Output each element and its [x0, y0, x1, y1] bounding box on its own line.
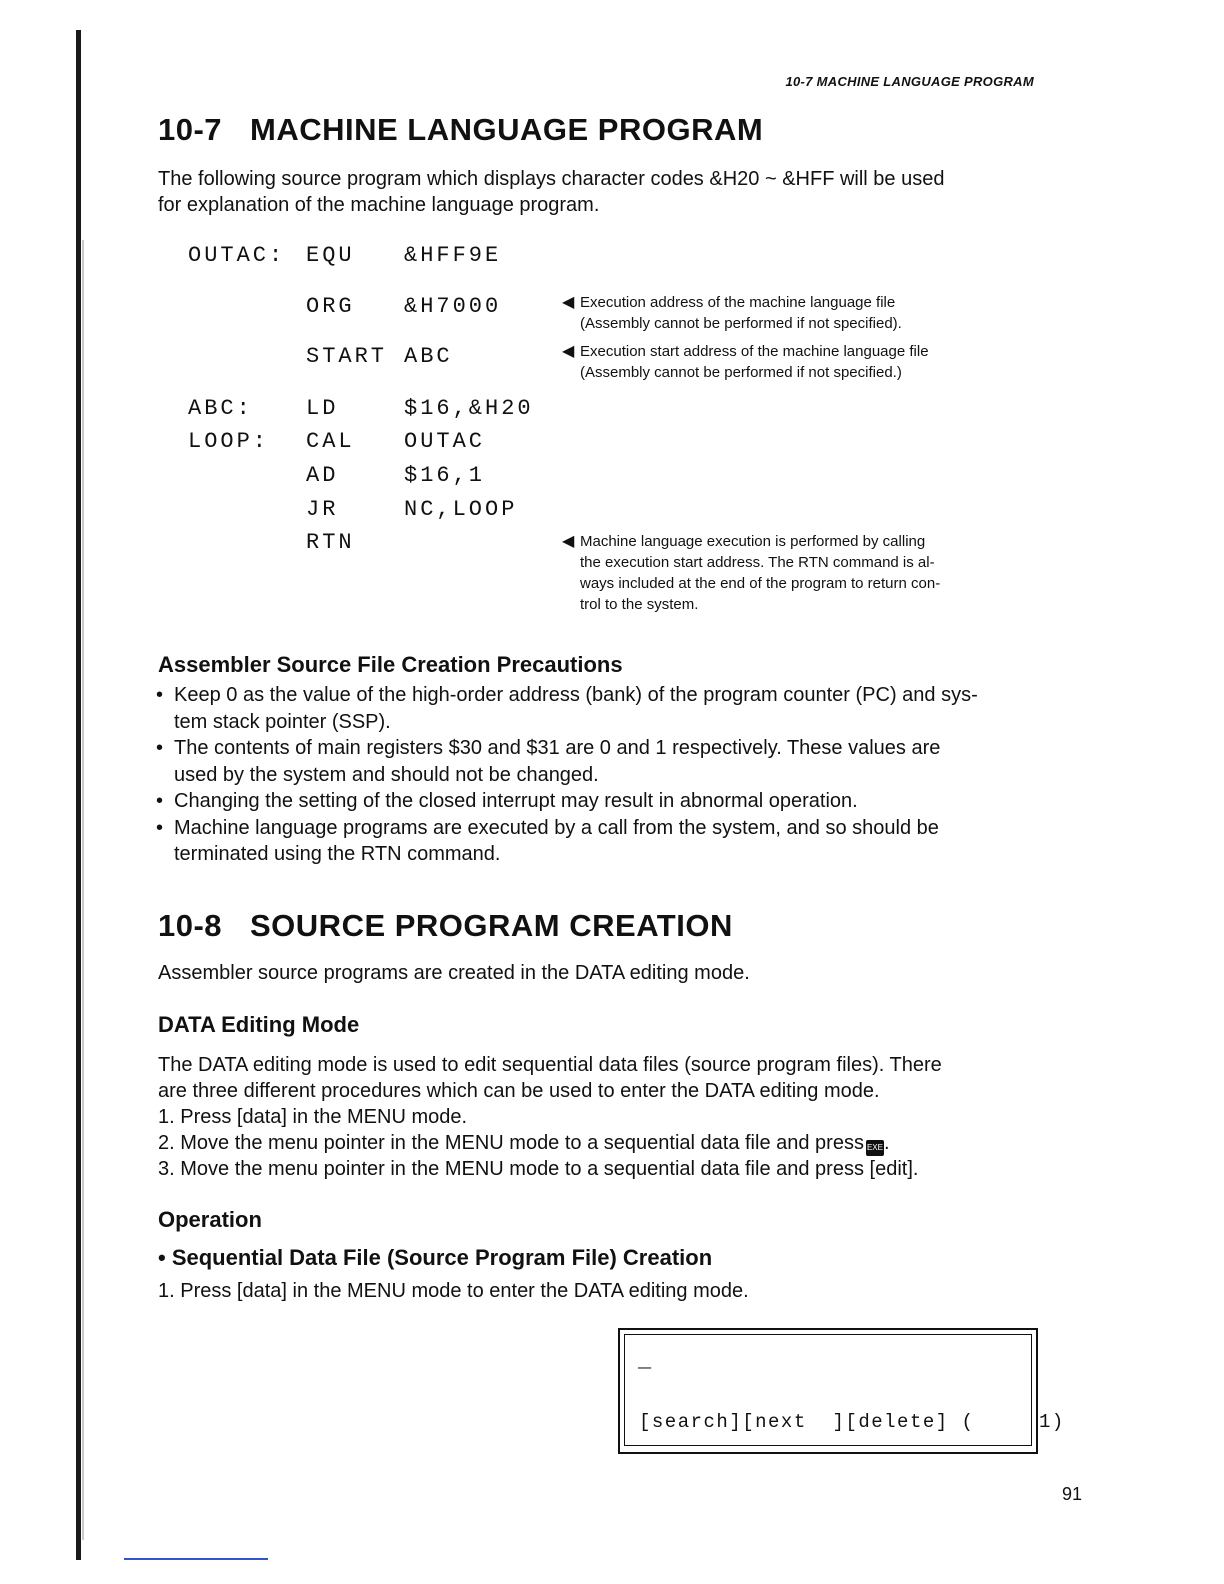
program-op: AD [306, 463, 339, 488]
program-arg: $16,&H20 [404, 396, 534, 421]
section-title: SOURCE PROGRAM CREATION [250, 908, 733, 943]
section-title: MACHINE LANGUAGE PROGRAM [250, 112, 764, 147]
note-start [562, 341, 929, 383]
section2-intro: Assembler source programs are created in the DATA editing mode. [158, 962, 750, 984]
program-label: LOOP: [188, 429, 270, 454]
data-editing-para-1: The DATA editing mode is used to edit sequential data files (source program files). There [158, 1054, 942, 1076]
step-item: 2. Move the menu pointer in the MENU mode to a sequential data file and press EXE. [158, 1132, 890, 1154]
section-number: 10-8 [158, 908, 223, 943]
data-editing-heading: DATA Editing Mode [158, 1012, 360, 1037]
left-arrow-icon: ◀ [562, 343, 575, 360]
section-heading-10-8 [158, 908, 733, 944]
program-arg: NC,LOOP [404, 497, 518, 522]
scan-shadow [82, 240, 84, 1540]
program-op: JR [306, 497, 339, 522]
precautions-heading: Assembler Source File Creation Precautions [158, 652, 623, 677]
note-line: Execution address of the machine language file [580, 294, 896, 311]
operation-subheading: • Sequential Data File (Source Program File) Creation [158, 1245, 713, 1270]
program-op: EQU [306, 243, 355, 268]
program-label: OUTAC: [188, 243, 286, 268]
program-op: RTN [306, 530, 355, 555]
lcd-menu-line: [search][next ][delete] ( 1) [639, 1411, 1065, 1433]
note-line: Execution start address of the machine language file [580, 343, 929, 360]
intro-line-1: The following source program which displays character codes &H20 ~ &HFF will be used [158, 168, 945, 190]
intro-line-2: for explanation of the machine language program. [158, 194, 600, 216]
note-line: (Assembly cannot be performed if not specified). [580, 315, 902, 332]
left-arrow-icon: ◀ [562, 533, 575, 550]
program-op: START [306, 344, 388, 369]
operation-heading: Operation [158, 1207, 262, 1232]
exe-key-icon: EXE [866, 1140, 884, 1156]
page-number: 91 [1062, 1484, 1083, 1504]
program-op: CAL [306, 429, 355, 454]
note-rtn [562, 531, 941, 615]
running-head: 10-7 MACHINE LANGUAGE PROGRAM [785, 74, 1034, 89]
note-line: (Assembly cannot be performed if not specified.) [580, 364, 902, 381]
note-line: Machine language execution is performed by calling [580, 533, 926, 550]
note-line: trol to the system. [580, 596, 699, 613]
scan-binding-edge [76, 30, 81, 1560]
program-arg: &H7000 [404, 294, 502, 319]
section-heading-10-7 [158, 112, 763, 148]
program-arg: ABC [404, 344, 453, 369]
list-item: • Machine language programs are executed by a call from the system, and so should be terminated using the RTN command. [156, 815, 1056, 868]
program-label: ABC: [188, 396, 253, 421]
program-op: ORG [306, 294, 355, 319]
note-line: ways included at the end of the program to return con- [580, 575, 941, 592]
lcd-cursor: _ [638, 1348, 652, 1373]
list-item: • The contents of main registers $30 and $31 are 0 and 1 respectively. These values are used by the system and should not be changed. [156, 735, 1056, 788]
list-item: • Keep 0 as the value of the high-order address (bank) of the program counter (PC) and sys- tem stack pointer (SSP). [156, 682, 1056, 735]
program-arg: OUTAC [404, 429, 486, 454]
section-number: 10-7 [158, 112, 223, 147]
list-item: • Changing the setting of the closed interrupt may result in abnormal operation. [156, 788, 1056, 815]
step-item: 1. Press [data] in the MENU mode. [158, 1106, 468, 1128]
precautions-list [156, 682, 1056, 868]
footer-rule [124, 1558, 268, 1560]
note-org [562, 292, 902, 334]
program-op: LD [306, 396, 339, 421]
lcd-display [618, 1328, 1065, 1454]
data-editing-steps [158, 1104, 918, 1182]
operation-step-1: 1. Press [data] in the MENU mode to enter the DATA editing mode. [158, 1280, 749, 1302]
step-item: 3. Move the menu pointer in the MENU mode to a sequential data file and press [edit]. [158, 1158, 919, 1180]
program-arg: $16,1 [404, 463, 486, 488]
left-arrow-icon: ◀ [562, 294, 575, 311]
lcd-screen [624, 1334, 1065, 1446]
note-line: the execution start address. The RTN command is al- [580, 554, 935, 571]
program-arg: &HFF9E [404, 243, 502, 268]
data-editing-para-2: are three different procedures which can be used to enter the DATA editing mode. [158, 1080, 880, 1102]
